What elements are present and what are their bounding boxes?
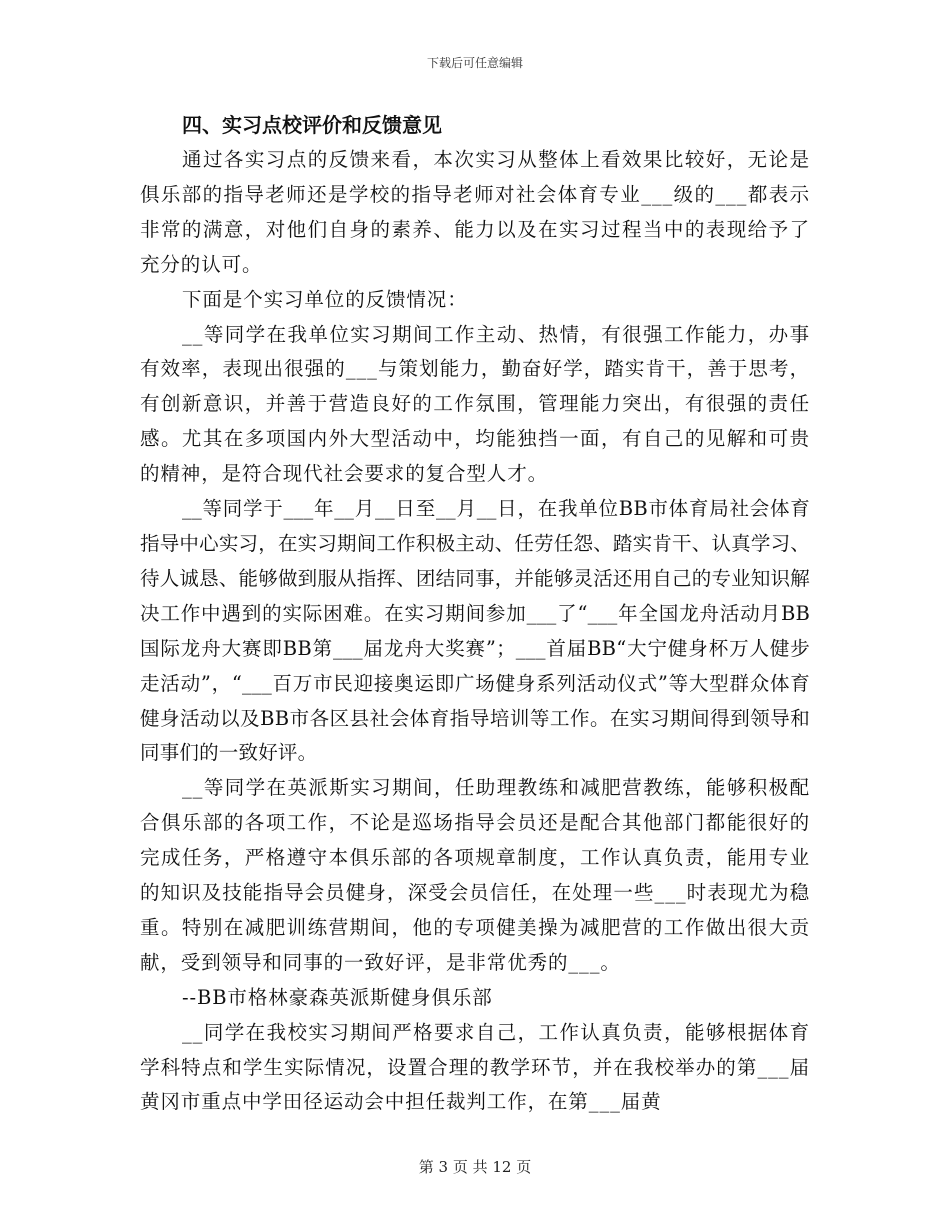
page-number: 第 3 页 共 12 页 [418, 1158, 532, 1176]
paragraph-feedback-intro: 下面是个实习单位的反馈情况： [182, 287, 468, 311]
paragraph-feedback-2: __等同学于___年__月__日至__月__日，在我单位BB市体育局社会体育指导中心实习，在实习期间工作积极主动、任劳任怨、踏实肯干、认真学习、待人诚恳、能够做到服从指挥、团结同事，并能够灵活还用自己的专业知识解决工作中遇到的实际困难。在实习期间参加___了“___年全国龙舟活动月BB国际龙舟大赛即BB第___届龙舟大奖赛”；___首届BB“大宁健身杯万人健步走活动”，“___百万市民迎接奥运即广场健身系列活动仪式”等大型群众体育健身活动以及BB市各区县社会体育指导培训等工作。在实习期间得到领导和同事们的一致好评。 [140, 497, 810, 765]
paragraph-feedback-1: __等同学在我单位实习期间工作主动、热情，有很强工作能力，办事有效率，表现出很强的___与策划能力，勤奋好学，踏实肯干，善于思考，有创新意识，并善于营造良好的工作氛围，管理能力突出，有很强的责任感。尤其在多项国内外大型活动中，均能独挡一面，有自己的见解和可贵的精神，是符合现代社会要求的复合型人才。 [140, 322, 810, 486]
section-heading: 四、实习点校评价和反馈意见 [182, 113, 442, 137]
paragraph-feedback-3: __等同学在英派斯实习期间，任助理教练和减肥营教练，能够积极配合俱乐部的各项工作，不论是巡场指导会员还是配合其他部门都能很好的完成任务，严格遵守本俱乐部的各项规章制度，工作认真负责，能用专业的知识及技能指导会员健身，深受会员信任，在处理一些___时表现尤为稳重。特别在减肥训练营期间，他的专项健美操为减肥营的工作做出很大贡献，受到领导和同事的一致好评，是非常优秀的___。 [140, 776, 810, 974]
paragraph-signature: --BB市格林豪森英派斯健身俱乐部 [182, 985, 493, 1009]
document-body [140, 108, 810, 1120]
paragraph-overview: 通过各实习点的反馈来看，本次实习从整体上看效果比较好，无论是俱乐部的指导老师还是学校的指导老师对社会体育专业___级的___都表示非常的满意，对他们自身的素养、能力以及在实习过程当中的表现给予了充分的认可。 [140, 148, 810, 276]
paragraph-feedback-4: __同学在我校实习期间严格要求自己，工作认真负责，能够根据体育学科特点和学生实际情况，设置合理的教学环节，并在我校举办的第___届黄冈市重点中学田径运动会中担任裁判工作，在第___届黄 [140, 1020, 810, 1114]
page-header-note: 下载后可任意编辑 [426, 56, 523, 70]
